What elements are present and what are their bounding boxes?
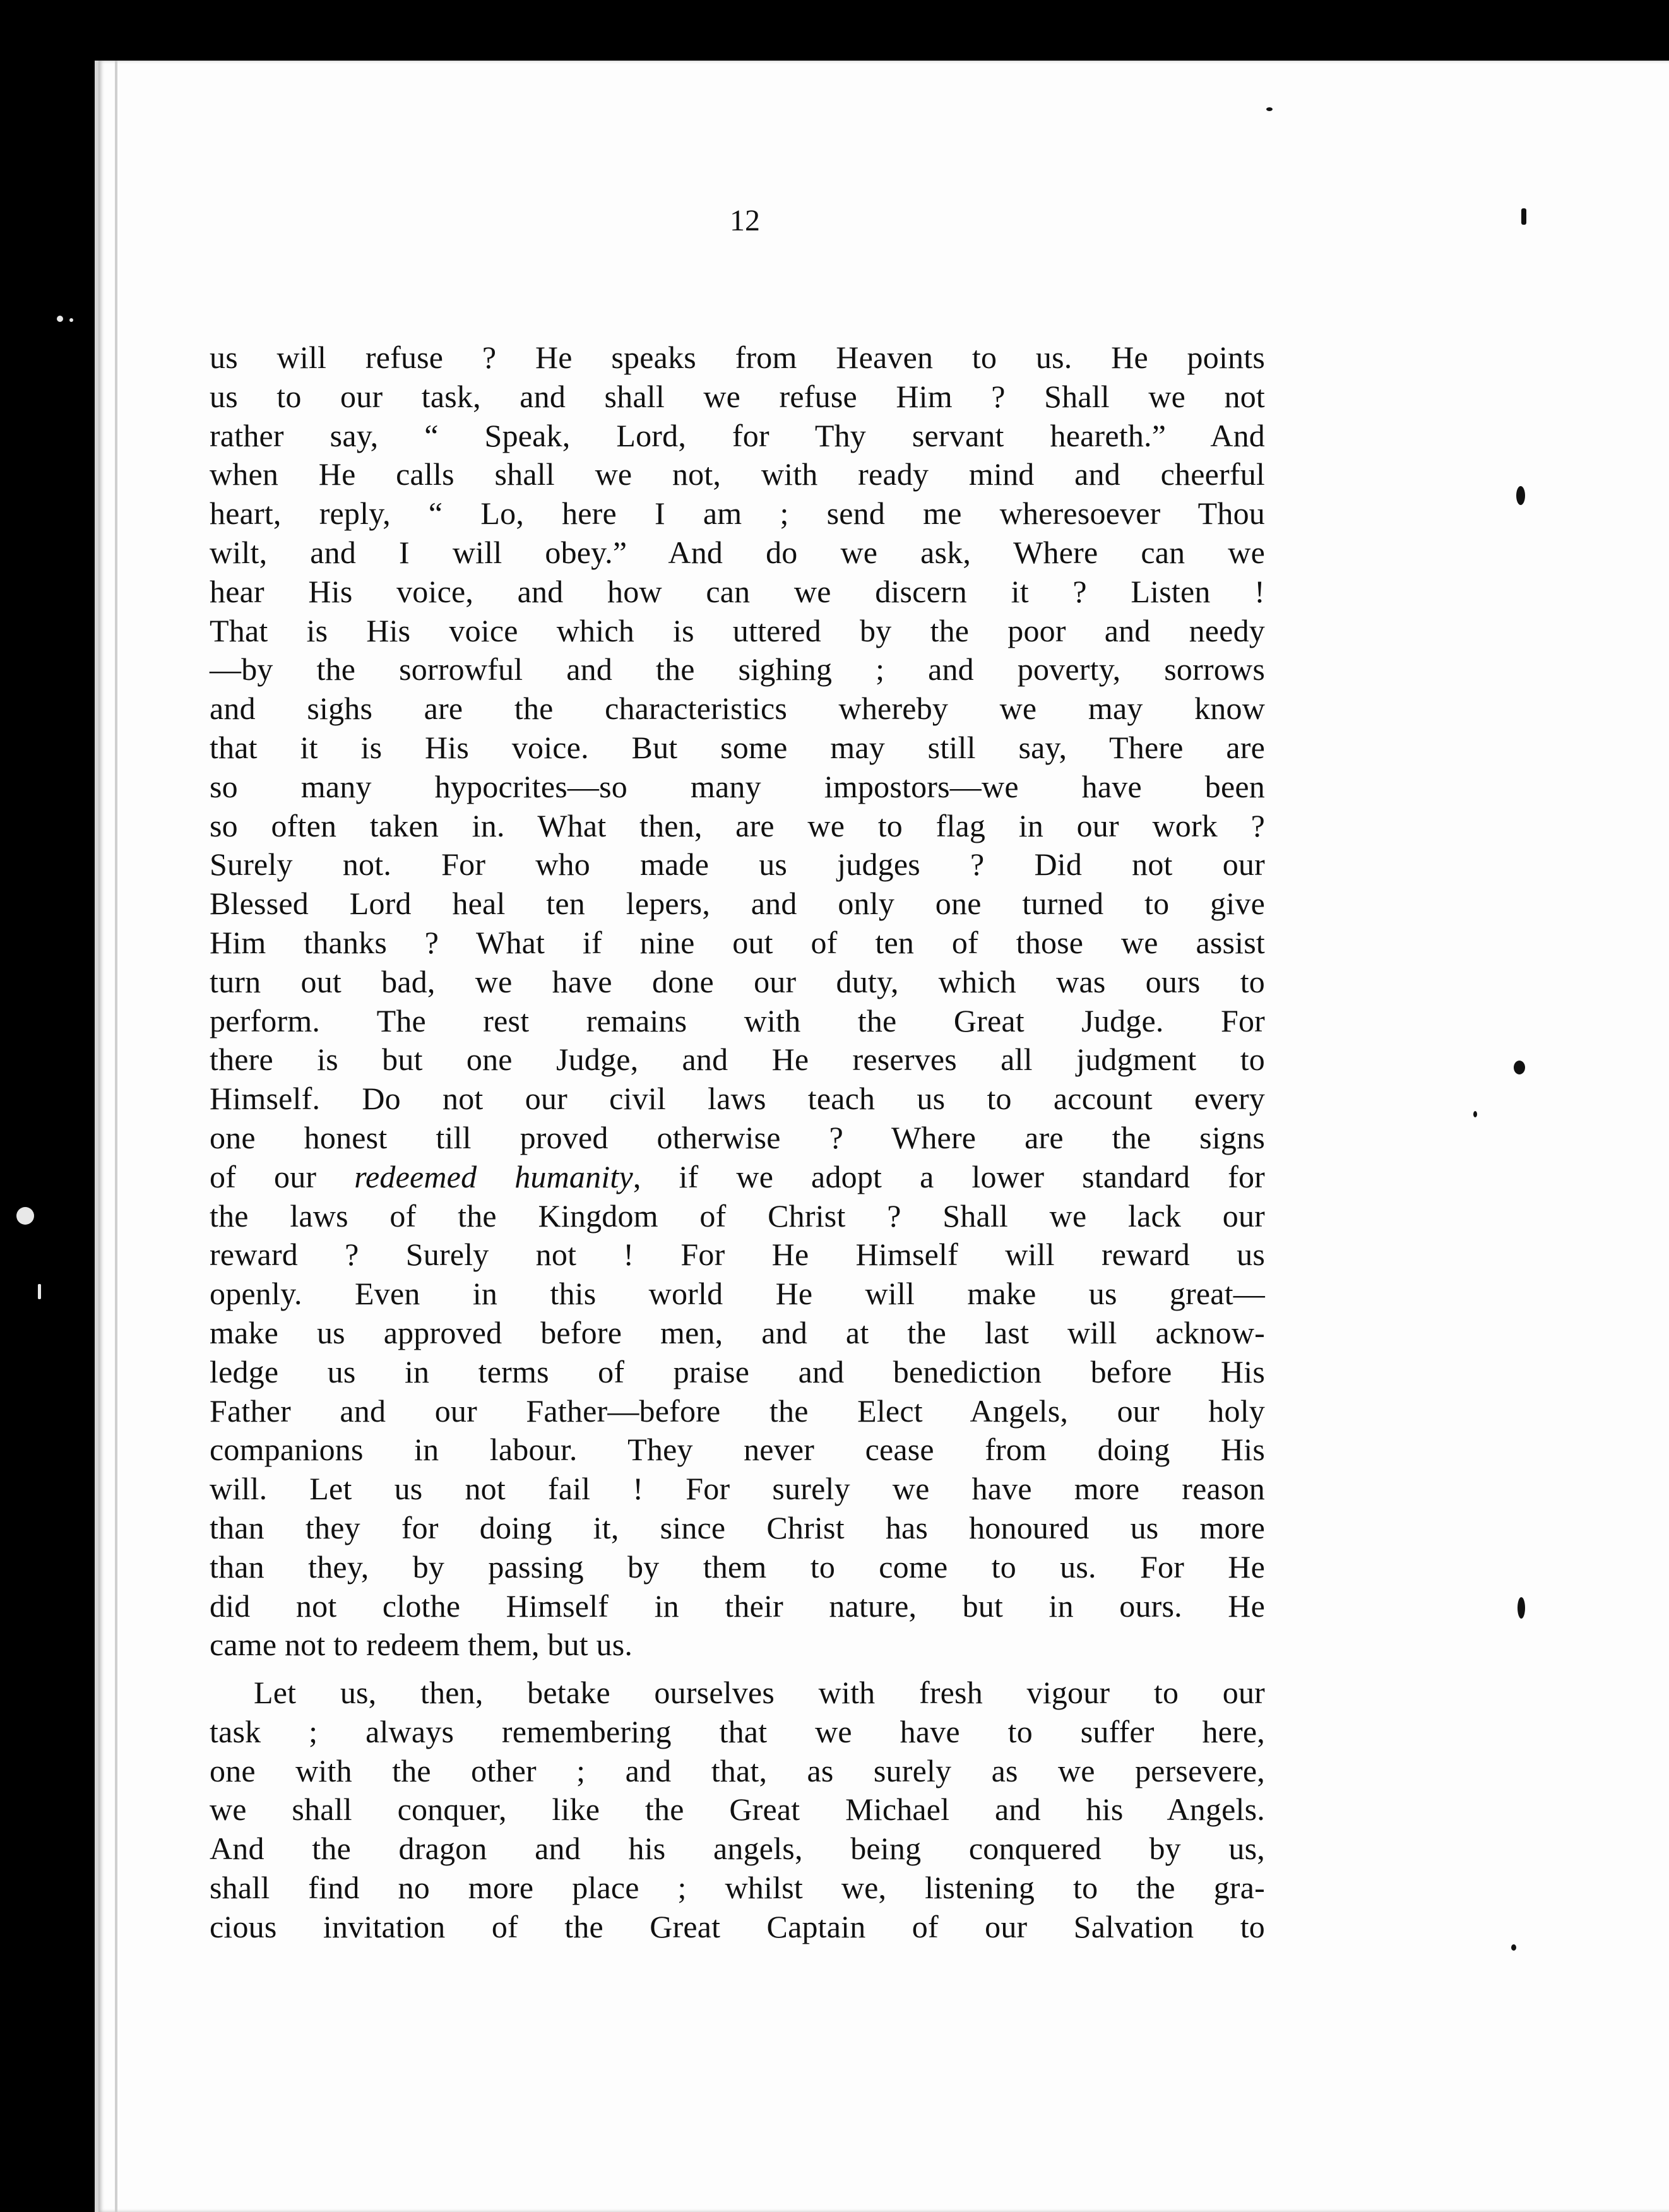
text-line: Him thanks ? What if nine out of ten of those we assist xyxy=(210,924,1265,960)
scan-speck xyxy=(16,1207,34,1225)
scan-speck xyxy=(1516,486,1525,505)
text-line: us will refuse ? He speaks from Heaven to us. He points xyxy=(210,340,1265,375)
text-line: did not clothe Himself in their nature, but in ours. He xyxy=(210,1588,1265,1624)
text-line: ledge us in terms of praise and benediction before His xyxy=(210,1353,1265,1389)
text-line: hear His voice, and how can we discern it ? Listen ! xyxy=(210,573,1265,609)
scan-speck xyxy=(1511,1944,1516,1951)
text-line: Father and our Father—before the Elect Angels, our holy xyxy=(210,1393,1265,1429)
text-line: so many hypocrites—so many impostors—we have been xyxy=(210,768,1265,804)
text-line: when He calls shall we not, with ready mind and cheerful xyxy=(210,456,1265,492)
text-line: that it is His voice. But some may still say, There are xyxy=(210,729,1265,765)
text-line: companions in labour. They never cease from doing His xyxy=(210,1432,1265,1468)
text-fragment: , if we adopt a lower standard for xyxy=(633,1158,1266,1194)
text-line: openly. Even in this world He will make us great— xyxy=(210,1276,1265,1312)
text-line: one with the other ; and that, as surely as we persevere, xyxy=(210,1752,1265,1788)
text-line: so often taken in. What then, are we to flag in our work ? xyxy=(210,807,1265,843)
text-line: heart, reply, “ Lo, here I am ; send me wheresoever Thou xyxy=(210,496,1265,532)
text-line: came not to redeem them, but us. xyxy=(210,1627,633,1663)
scan-speck xyxy=(57,316,63,322)
text-line: Himself. Do not our civil laws teach us to account every xyxy=(210,1081,1265,1117)
text-line: wilt, and I will obey.” And do we ask, Where can we xyxy=(210,534,1265,570)
scan-speck xyxy=(1518,1597,1525,1619)
text-line: there is but one Judge, and He reserves all judgment to xyxy=(210,1042,1265,1078)
text-line: Blessed Lord heal ten lepers, and only one turned to give xyxy=(210,886,1265,922)
text-line: we shall conquer, like the Great Michael and his Angels. xyxy=(210,1792,1265,1828)
text-line: make us approved before men, and at the last will acknow- xyxy=(210,1314,1265,1350)
scan-speck xyxy=(1514,1061,1525,1074)
scan-speck xyxy=(1521,208,1526,225)
paragraph-gap xyxy=(210,1665,1265,1674)
text-line: than they, by passing by them to come to us. For He xyxy=(210,1549,1265,1585)
text-line: will. Let us not fail ! For surely we have more reason xyxy=(210,1471,1265,1507)
text-line: —by the sorrowful and the sighing ; and poverty, sorrows xyxy=(210,651,1265,687)
text-line: reward ? Surely not ! For He Himself will reward us xyxy=(210,1237,1265,1273)
scan-speck xyxy=(1473,1111,1477,1117)
text-line: rather say, “ Speak, Lord, for Thy servant heareth.” And xyxy=(210,417,1265,453)
text-line: cious invitation of the Great Captain of our Salvation to xyxy=(210,1908,1265,1944)
scan-speck xyxy=(69,318,73,322)
text-line: Surely not. For who made us judges ? Did not our xyxy=(210,847,1265,883)
page-fold-edge xyxy=(115,61,117,2212)
text-line: and sighs are the characteristics whereby we may know xyxy=(210,691,1265,727)
text-line: one honest till proved otherwise ? Where are the signs xyxy=(210,1119,1265,1155)
text-line: task ; always remembering that we have to suffer here, xyxy=(210,1713,1265,1749)
text-line: us to our task, and shall we refuse Him ? Shall we not xyxy=(210,378,1265,414)
text-line: Let us, then, betake ourselves with fresh vigour to our xyxy=(254,1675,1265,1711)
text-line: perform. The rest remains with the Great Judge. For xyxy=(210,1002,1265,1038)
body-text xyxy=(210,338,1265,1947)
text-line: the laws of the Kingdom of Christ ? Shall we lack our xyxy=(210,1198,1265,1234)
scan-speck xyxy=(1266,107,1273,111)
text-line-italic xyxy=(210,1158,1265,1197)
text-fragment: of our xyxy=(210,1158,355,1194)
text-line: That is His voice which is uttered by the poor and needy xyxy=(210,612,1265,648)
scan-speck xyxy=(38,1284,41,1299)
text-line: And the dragon and his angels, being conquered by us, xyxy=(210,1831,1265,1867)
text-line: turn out bad, we have done our duty, which was ours to xyxy=(210,963,1265,999)
italic-phrase: redeemed humanity xyxy=(354,1158,633,1194)
text-line: than they for doing it, since Christ has honoured us more xyxy=(210,1509,1265,1545)
page-number: 12 xyxy=(730,204,760,237)
text-line: shall find no more place ; whilst we, listening to the gra- xyxy=(210,1870,1265,1906)
